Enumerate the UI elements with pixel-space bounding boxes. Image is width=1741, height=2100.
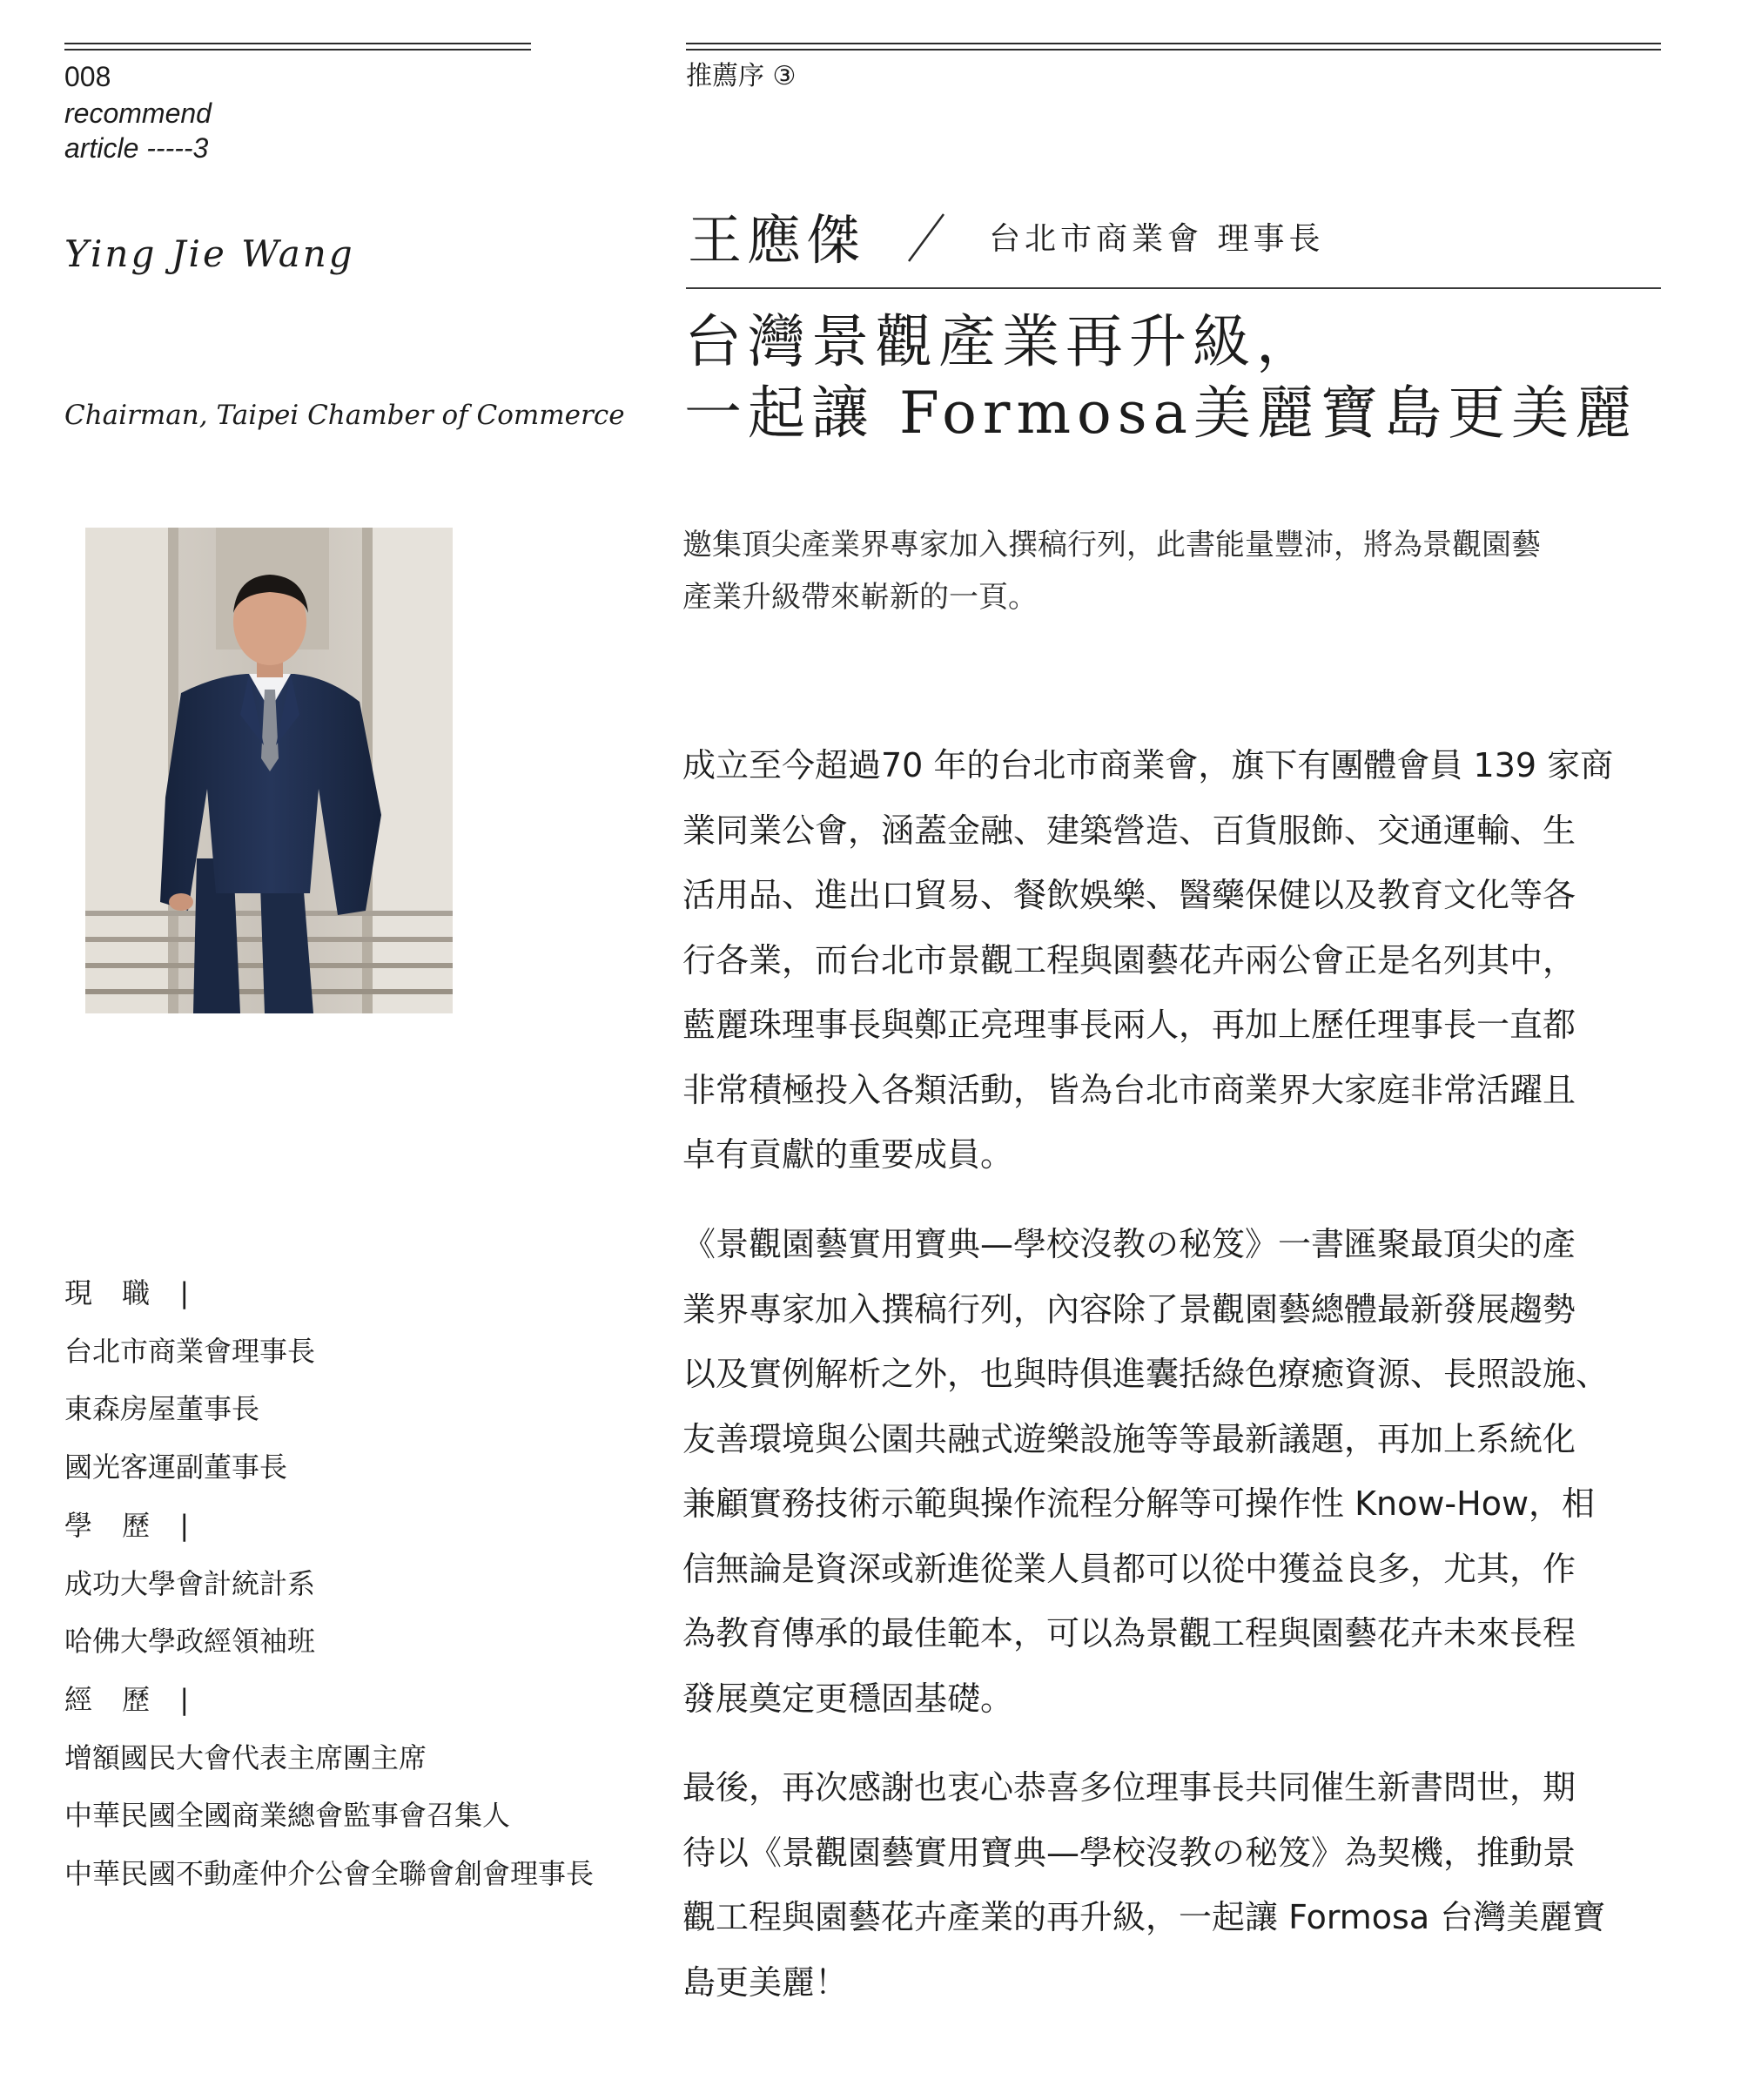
- body-line: 卓有貢獻的重要成員。: [682, 1135, 1014, 1174]
- cv-item: 中華民國不動產仲介公會全聯會創會理事長: [64, 1857, 595, 1891]
- section-label: 推薦序 ③: [686, 61, 797, 91]
- cv-item: 東森房屋董事長: [64, 1392, 260, 1426]
- intro-paragraph: [682, 519, 1675, 623]
- body-line: 友善環境與公園共融式遊樂設施等等最新議題，再加上系統化: [682, 1419, 1576, 1458]
- cv-item: 中華民國全國商業總會監事會召集人: [64, 1799, 511, 1833]
- body-line: 島更美麗！: [682, 1962, 849, 2002]
- body-paragraph-3: [682, 1755, 1692, 2015]
- body-line: 業同業公會，涵蓋金融、建築營造、百貨服飾、交通運輸、生: [682, 811, 1576, 850]
- body-line: 觀工程與園藝花卉產業的再升級，一起讓 Formosa 台灣美麗寶: [682, 1898, 1606, 1936]
- body-paragraph-1: [682, 733, 1692, 1188]
- author-name-en: Ying Jie Wang: [64, 232, 355, 275]
- page-number: 008: [64, 61, 111, 92]
- eyebrow-line: recommend: [64, 98, 212, 129]
- body-line: 信無論是資深或新進從業人員都可以從中獲益良多，尤其，作: [682, 1549, 1576, 1588]
- headline-line: 一起讓 Formosa美麗寶島更美麗: [684, 380, 1638, 447]
- body-line: 非常積極投入各類活動，皆為台北市商業界大家庭非常活躍且: [682, 1070, 1576, 1109]
- headline-line: 台灣景觀產業再升級，: [684, 308, 1320, 375]
- body-line: 以及實例解析之外，也與時俱進囊括綠色療癒資源、長照設施、: [682, 1355, 1610, 1393]
- cv-heading-current: 現 職 |: [64, 1276, 200, 1309]
- body-line: 業界專家加入撰稿行列，內容除了景觀園藝總體最新發展趨勢: [682, 1289, 1576, 1329]
- author-role-zh: 台北市商業會 理事長: [989, 221, 1325, 257]
- body-line: 為教育傳承的最佳範本，可以為景觀工程與園藝花卉未來長程: [682, 1614, 1576, 1652]
- name-divider: [686, 287, 1661, 289]
- body-line: 最後，再次感謝也衷心恭喜多位理事長共同催生新書問世，期: [682, 1768, 1576, 1807]
- cv-heading-education: 學 歷 |: [64, 1508, 200, 1542]
- author-cv: [64, 1264, 594, 1903]
- author-name-zh: 王應傑: [688, 208, 866, 272]
- author-portrait-photo: [85, 528, 453, 1013]
- cv-item: 增額國民大會代表主席團主席: [64, 1740, 427, 1774]
- article-headline: [684, 306, 1638, 449]
- body-line: 成立至今超過70 年的台北市商業會，旗下有團體會員 139 家商: [682, 746, 1614, 784]
- cv-item: 台北市商業會理事長: [64, 1334, 316, 1368]
- intro-line: 產業升級帶來嶄新的一頁。: [682, 580, 1038, 615]
- body-paragraph-2: [682, 1212, 1692, 1731]
- cv-item: 國光客運副董事長: [64, 1450, 288, 1484]
- header-rule-left: [64, 43, 531, 51]
- body-line: 兼顧實務技術示範與操作流程分解等可操作性 Know-How，相: [682, 1484, 1596, 1523]
- cv-item: 哈佛大學政經領袖班: [64, 1625, 316, 1659]
- cv-heading-experience: 經 歷 |: [64, 1682, 200, 1716]
- body-line: 行各業，而台北市景觀工程與園藝花卉兩公會正是名列其中，: [682, 940, 1576, 979]
- body-line: 發展奠定更穩固基礎。: [682, 1679, 1014, 1718]
- body-line: 《景觀園藝實用寶典—學校沒教の秘笈》一書匯聚最頂尖的產: [682, 1225, 1576, 1263]
- eyebrow-line: article -----3: [64, 132, 209, 164]
- body-line: 待以《景觀園藝實用寶典—學校沒教の秘笈》為契機，推動景: [682, 1833, 1576, 1872]
- header-rule-right: [686, 43, 1661, 51]
- article-eyebrow: [64, 96, 212, 165]
- body-line: 藍麗珠理事長與鄭正亮理事長兩人，再加上歷任理事長一直都: [682, 1006, 1576, 1044]
- slash-divider: [902, 207, 954, 268]
- body-line: 活用品、進出口貿易、餐飲娛樂、醫藥保健以及教育文化等各: [682, 876, 1576, 914]
- cv-item: 成功大學會計統計系: [64, 1566, 316, 1600]
- intro-line: 邀集頂尖產業界專家加入撰稿行列，此書能量豐沛，將為景觀園藝: [682, 528, 1541, 562]
- author-title-en: Chairman, Taipei Chamber of Commerce: [64, 400, 625, 431]
